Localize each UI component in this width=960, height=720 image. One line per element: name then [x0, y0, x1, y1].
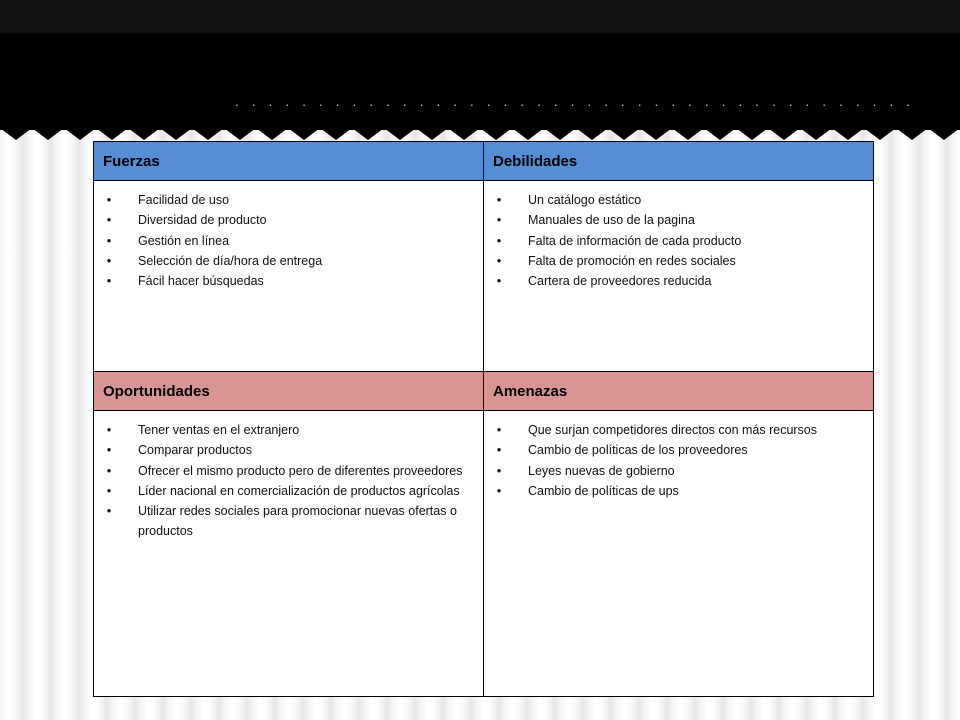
threats-cell — [484, 411, 874, 697]
opportunities-title: Oportunidades — [103, 382, 210, 400]
list-item-text: Gestión en línea — [138, 233, 230, 248]
list-item-text: Comparar productos — [138, 443, 252, 458]
zigzag-border — [0, 128, 960, 142]
list-item — [103, 420, 475, 440]
list-item — [493, 271, 865, 291]
strengths-list — [94, 181, 483, 291]
threats-title: Amenazas — [493, 382, 568, 400]
list-item-text: Leyes nuevas de gobierno — [528, 463, 675, 478]
bullet-icon: • — [496, 252, 502, 268]
swot-table — [93, 141, 874, 697]
bullet-icon: • — [106, 232, 112, 248]
bullet-icon: • — [496, 462, 502, 478]
weaknesses-title: Debilidades — [493, 152, 578, 170]
list-item — [493, 190, 865, 210]
bullet-icon: • — [106, 212, 112, 228]
bullet-icon: • — [496, 273, 502, 289]
strengths-header — [94, 142, 484, 181]
list-item-text: Cartera de proveedores reducida — [528, 274, 712, 289]
list-item-text: Cambio de políticas de los proveedores — [528, 443, 748, 458]
list-item — [493, 251, 865, 271]
decorative-dotted-line: . . . . . . . . . . . . . . . . . . . . . . . . . . . . . . . . . . . . . . . . . — [235, 93, 915, 109]
list-item-text: Líder nacional en comercialización de productos agrícolas — [138, 483, 460, 498]
list-item-text: Ofrecer el mismo producto pero de diferentes proveedores — [138, 463, 463, 478]
opportunities-list — [94, 411, 483, 542]
slide-header-band — [0, 33, 960, 130]
bullet-icon: • — [106, 442, 112, 458]
list-item — [493, 461, 865, 481]
list-item-text: Falta de información de cada producto — [528, 233, 742, 248]
bullet-icon: • — [496, 482, 502, 498]
list-item-text: Que surjan competidores directos con más recursos — [528, 423, 818, 437]
bullet-icon: • — [106, 462, 112, 478]
list-item-text: Falta de promoción en redes sociales — [528, 253, 736, 268]
list-item — [103, 271, 475, 291]
bullet-icon: • — [106, 482, 112, 498]
bullet-icon: • — [106, 273, 112, 289]
bullet-icon: • — [106, 192, 112, 207]
bullet-icon: • — [496, 232, 502, 248]
list-item-text: Selección de día/hora de entrega — [138, 253, 323, 268]
list-item-text: Cambio de políticas de ups — [528, 483, 679, 498]
list-item — [103, 210, 475, 230]
bullet-icon: • — [496, 212, 502, 228]
list-item — [103, 461, 475, 481]
bullet-icon: • — [496, 422, 502, 437]
list-item-text: Manuales de uso de la pagina — [528, 213, 695, 228]
bullet-icon: • — [496, 442, 502, 458]
bullet-icon: • — [106, 503, 112, 519]
opportunities-cell — [94, 411, 484, 697]
list-item — [103, 251, 475, 271]
list-item-text: Tener ventas en el extranjero — [138, 423, 300, 437]
list-item-text: Fácil hacer búsquedas — [138, 274, 264, 289]
list-item-text: Un catálogo estático — [528, 193, 642, 207]
strengths-title: Fuerzas — [103, 152, 160, 170]
list-item — [493, 440, 865, 460]
list-item — [103, 190, 475, 210]
threats-header — [484, 372, 874, 411]
weaknesses-cell — [484, 181, 874, 372]
list-item — [493, 481, 865, 501]
list-item — [103, 481, 475, 501]
list-item — [103, 501, 475, 542]
weaknesses-header — [484, 142, 874, 181]
bullet-icon: • — [496, 192, 502, 207]
list-item-text: Utilizar redes sociales para promocionar nuevas ofertas o productos — [138, 504, 457, 539]
weaknesses-list — [484, 181, 873, 291]
list-item — [103, 231, 475, 251]
list-item — [493, 420, 865, 440]
list-item — [103, 440, 475, 460]
list-item — [493, 210, 865, 230]
opportunities-header — [94, 372, 484, 411]
threats-list — [484, 411, 873, 501]
bullet-icon: • — [106, 252, 112, 268]
strengths-cell — [94, 181, 484, 372]
list-item-text: Facilidad de uso — [138, 193, 230, 207]
list-item-text: Diversidad de producto — [138, 213, 267, 228]
bullet-icon: • — [106, 422, 112, 437]
list-item — [493, 231, 865, 251]
top-strip — [0, 0, 960, 33]
